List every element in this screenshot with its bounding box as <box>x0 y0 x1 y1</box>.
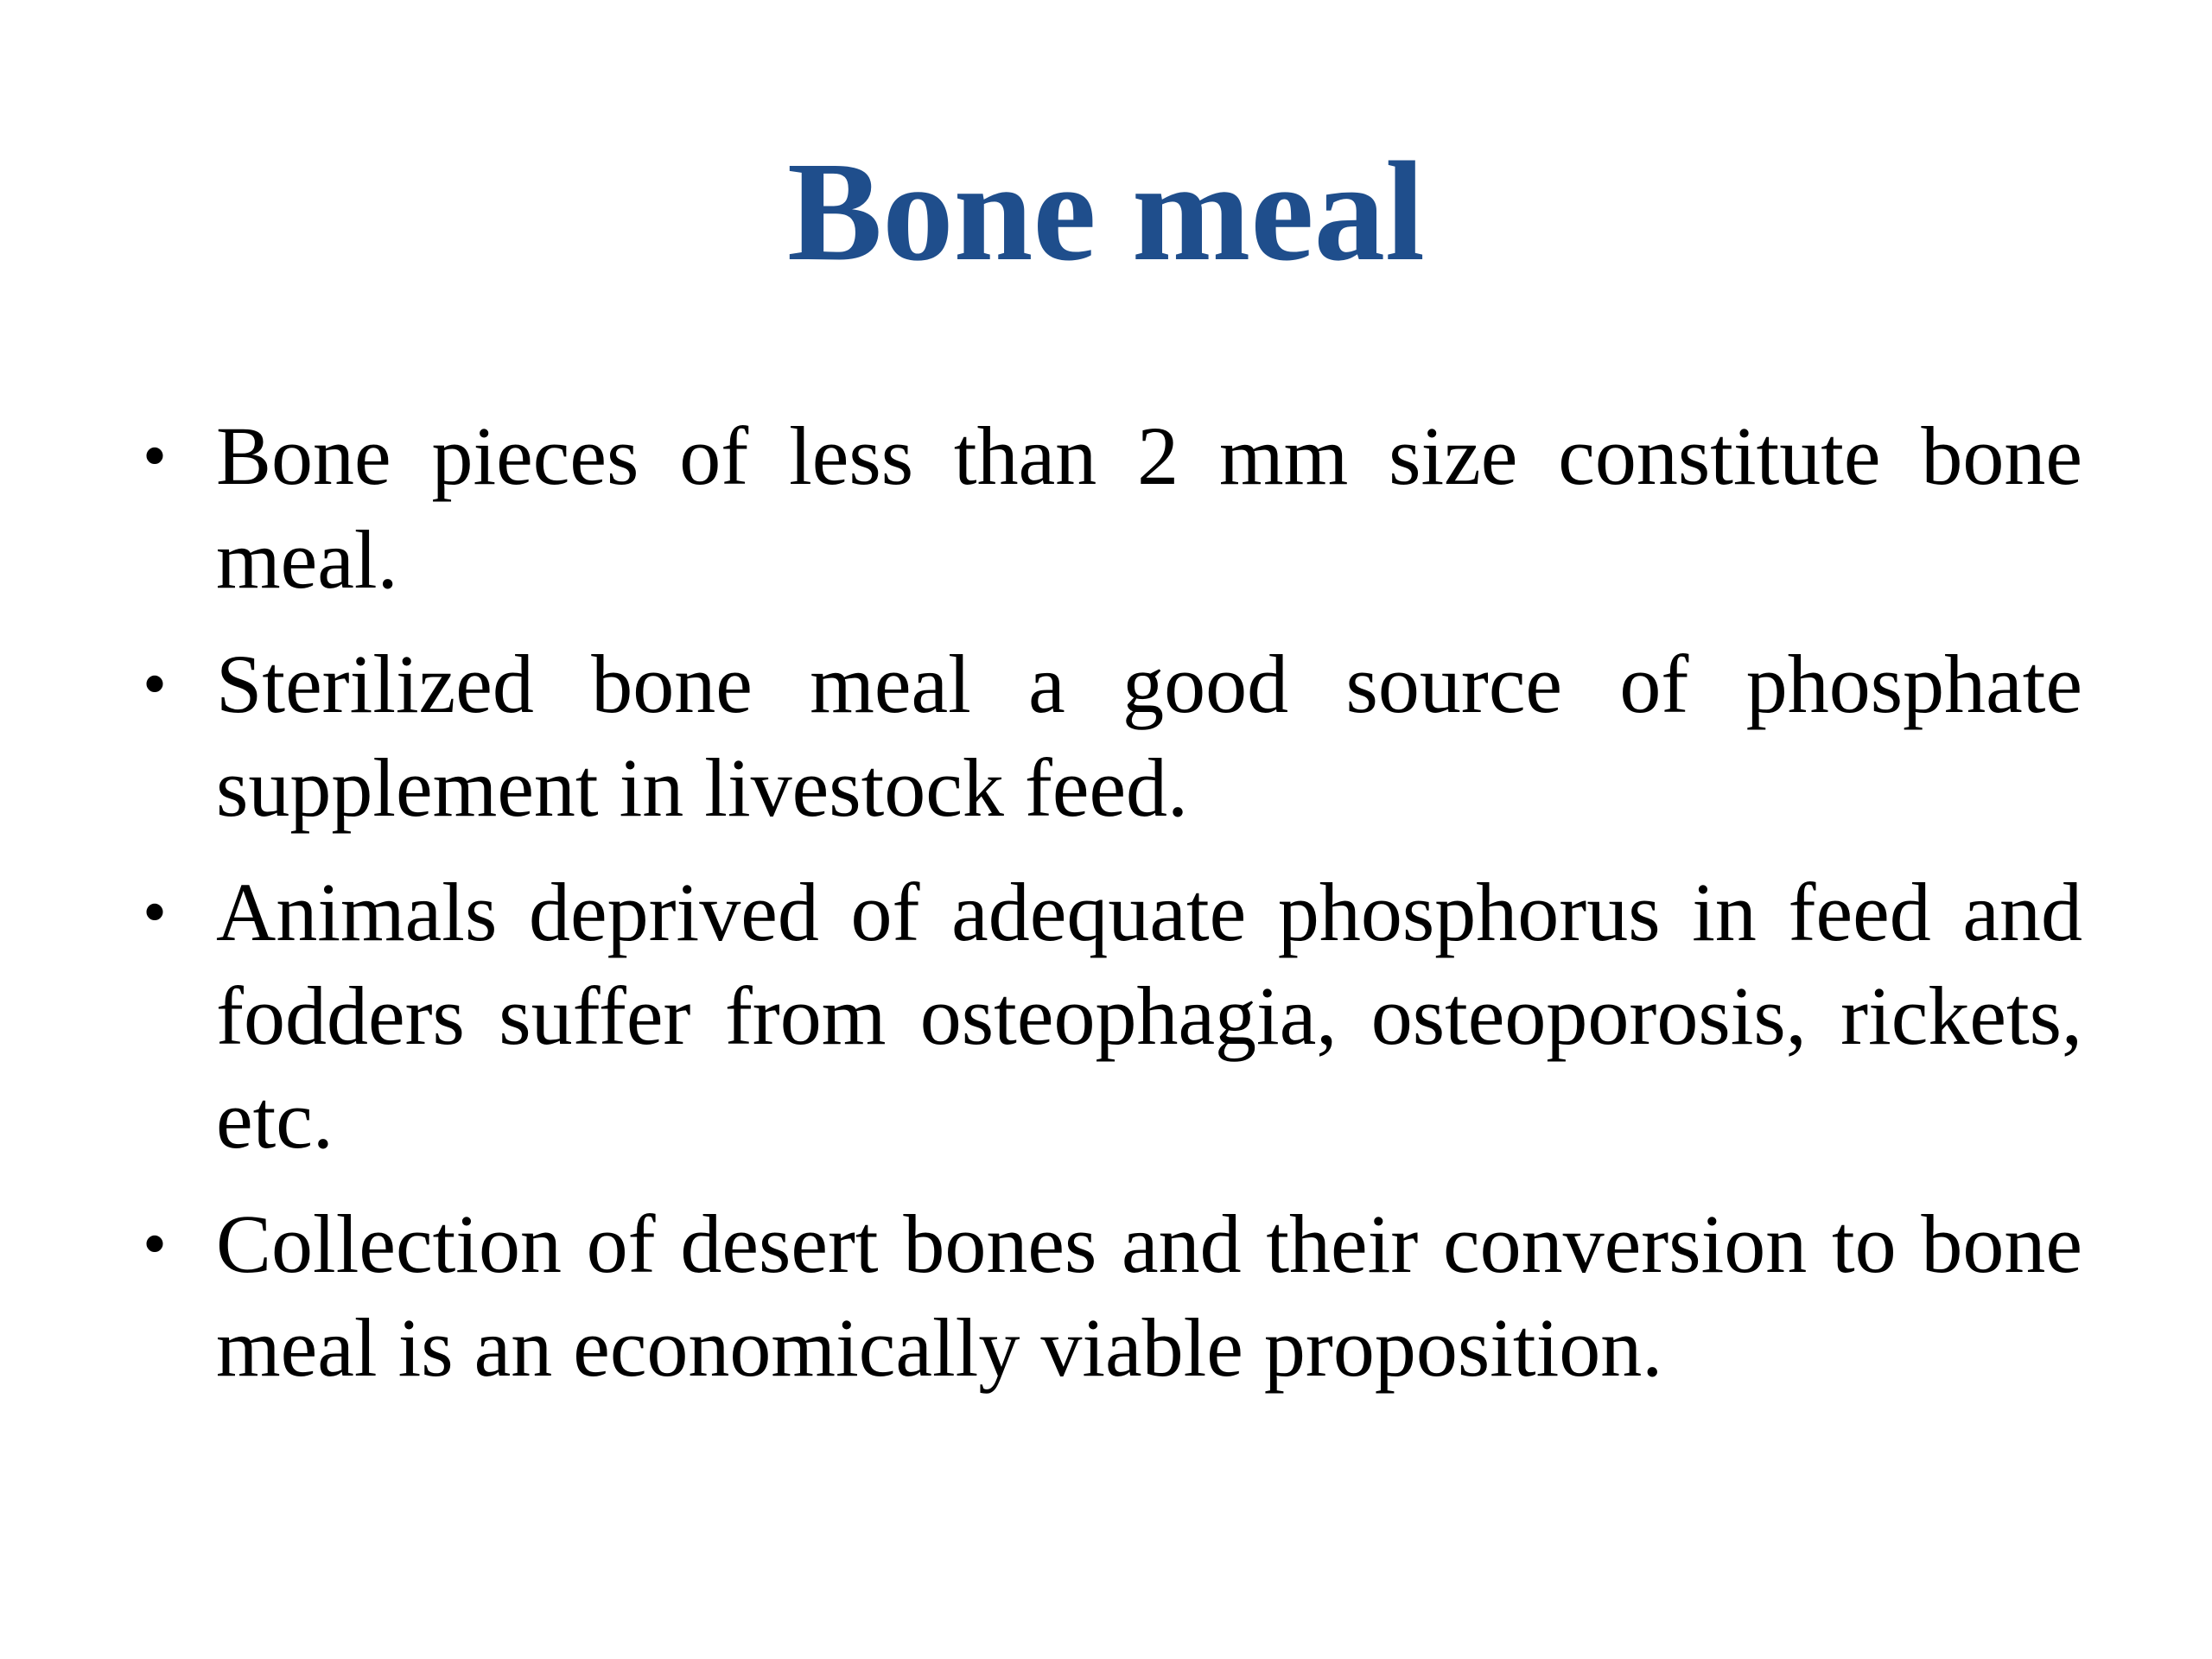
bullet-text: Bone pieces of less than 2 mm size constitute bone meal. <box>216 410 2082 606</box>
bullet-item <box>142 1192 2082 1400</box>
bullet-dot-icon: • <box>142 1206 167 1282</box>
bullet-item <box>142 632 2082 840</box>
bullet-item <box>142 404 2082 612</box>
bullet-text: Collection of desert bones and their conversion to bone meal is an economically viable proposition. <box>216 1198 2082 1394</box>
bullet-text: Animals deprived of adequate phosphorus in feed and fodders suffer from osteophagia, osteoporosis, rickets, etc. <box>216 866 2082 1166</box>
bullet-dot-icon: • <box>142 646 167 722</box>
bullet-text: Sterilized bone meal a good source of phosphate supplement in livestock feed. <box>216 638 2082 834</box>
bullet-dot-icon: • <box>142 874 167 950</box>
bullet-list <box>142 404 2082 1421</box>
bullet-item <box>142 861 2082 1172</box>
bullet-dot-icon: • <box>142 418 167 494</box>
slide-title: Bone meal <box>787 132 1425 290</box>
